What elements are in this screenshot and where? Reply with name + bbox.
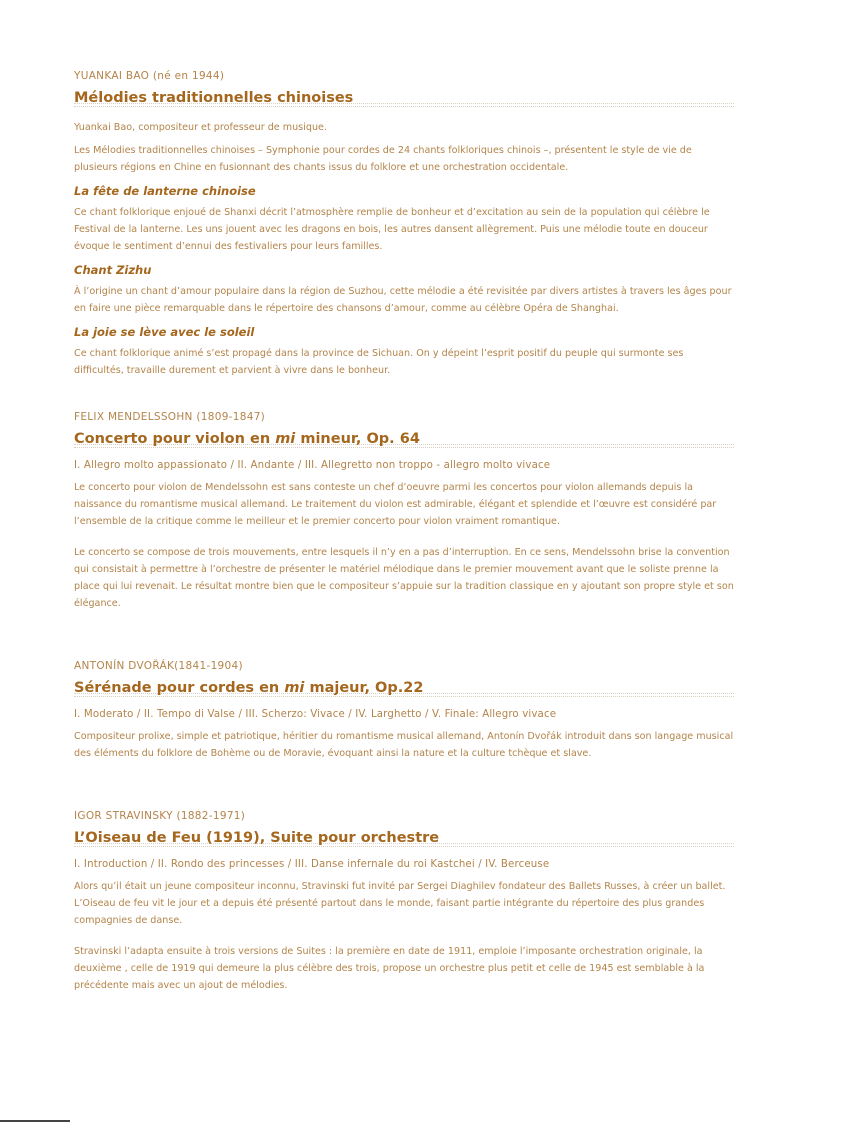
scan-edge-line bbox=[0, 1120, 70, 1122]
piece-text: Ce chant folklorique enjoué de Shanxi décrit l’atmosphère remplie de bonheur et d’excitation au sein de la population qui célèbre le Festival de la lanterne. Les uns jouent avec les dragons en bois, les autres dansent allègrement. Puis une mélodie toute en douceur évoque le sentiment d’ennui des festivaliers pour leurs familles. bbox=[74, 207, 710, 252]
section-yuankai-bao bbox=[74, 70, 734, 379]
work-paragraph: Le concerto se compose de trois mouvements, entre lesquels il n’y en a pas d’interruption. En ce sens, Mendelssohn brise la convention qui consistait à permettre à l’orchestre de présenter le matériel mélodique dans le premier mouvement avant que le soliste prenne la place qui lui revenait. Le résultat montre bien que le compositeur s’appuie sur la tradition classique en y ajoutant son propre style et son élégance. bbox=[74, 547, 734, 609]
work-title-text: Mélodies traditionnelles chinoises bbox=[74, 90, 354, 106]
work-title-part: mineur, Op. 64 bbox=[295, 431, 420, 447]
work-title bbox=[74, 680, 734, 699]
program-notes-page bbox=[74, 70, 734, 1000]
composer-name: YUANKAI BAO (né en 1944) bbox=[74, 70, 225, 82]
title-underline bbox=[74, 106, 734, 107]
work-paragraph: Le concerto pour violon de Mendelssohn est sans conteste un chef d’oeuvre parmi les concertos pour violon allemands depuis la naissance du romantisme musical allemand. Le traitement du violon est admirable, élégant et splendide et l’œuvre est considéré par l’ensemble de la critique comme le meilleur et le premier concerto pour violon vraiment romantique. bbox=[74, 482, 717, 527]
work-title-key: mi bbox=[284, 680, 305, 696]
work-title bbox=[74, 830, 734, 849]
piece-title: Chant Zizhu bbox=[74, 263, 152, 277]
work-paragraph: Alors qu’il était un jeune compositeur inconnu, Stravinski fut invité par Sergei Diaghilev fondateur des Ballets Russes, à créer un ballet. L’Oiseau de feu vit le jour et a depuis été présenté partout dans le monde, faisant partie intégrante du répertoire des plus grandes compagnies de danse. bbox=[74, 881, 726, 926]
movements-list: I. Introduction / II. Rondo des princesses / III. Danse infernale du roi Kastchei / IV. Berceuse bbox=[74, 859, 550, 870]
piece-title: La joie se lève avec le soleil bbox=[74, 325, 255, 339]
title-underline bbox=[74, 846, 734, 847]
title-underline bbox=[74, 696, 734, 697]
composer-intro: Yuankai Bao, compositeur et professeur de musique. bbox=[74, 122, 327, 133]
work-title bbox=[74, 431, 734, 450]
work-paragraph: Compositeur prolixe, simple et patriotique, héritier du romantisme musical allemand, Antonín Dvořák introduit dans son langage musical des éléments du folklore de Bohème ou de Moravie, évoquant ainsi la nature et la culture tchèque et slave. bbox=[74, 731, 734, 759]
work-title-part: Sérénade pour cordes en bbox=[74, 680, 285, 696]
work-title-part: majeur, Op.22 bbox=[304, 680, 424, 696]
section-stravinsky bbox=[74, 810, 734, 994]
work-description: Les Mélodies traditionnelles chinoises – Symphonie pour cordes de 24 chants folkloriques chinois –, présentent le style de vie de plusieurs régions en Chine en fusionnant des chants issus du folklore et une orchestration occidentale. bbox=[74, 145, 692, 173]
piece-title: La fête de lanterne chinoise bbox=[74, 184, 256, 198]
composer-name: ANTONÍN DVOŘÁK(1841-1904) bbox=[74, 660, 243, 672]
work-title-text: L’Oiseau de Feu (1919), Suite pour orchestre bbox=[74, 830, 440, 846]
piece-text: À l’origine un chant d’amour populaire dans la région de Suzhou, cette mélodie a été revisitée par divers artistes à travers les âges pour en faire une pièce remarquable dans le répertoire des chansons d’amour, comme au célèbre Opéra de Shanghai. bbox=[74, 286, 732, 314]
movements-list: I. Moderato / II. Tempo di Valse / III. Scherzo: Vivace / IV. Larghetto / V. Finale: Allegro vivace bbox=[74, 709, 557, 720]
work-title-key: mi bbox=[275, 431, 296, 447]
section-dvorak bbox=[74, 660, 734, 762]
work-title bbox=[74, 90, 734, 109]
piece-text: Ce chant folklorique animé s’est propagé dans la province de Sichuan. On y dépeint l’esprit positif du peuple qui surmonte ses difficultés, travaille durement et parvient à vivre dans le bonheur. bbox=[74, 348, 684, 376]
composer-name: FELIX MENDELSSOHN (1809-1847) bbox=[74, 411, 266, 423]
section-mendelssohn bbox=[74, 411, 734, 612]
composer-name: IGOR STRAVINSKY (1882-1971) bbox=[74, 810, 246, 822]
movements-list: I. Allegro molto appassionato / II. Andante / III. Allegretto non troppo - allegro molto vivace bbox=[74, 460, 551, 471]
work-paragraph: Stravinski l’adapta ensuite à trois versions de Suites : la première en date de 1911, emploie l’imposante orchestration originale, la deuxième , celle de 1919 qui demeure la plus célèbre des trois, propose un orchestre plus petit et celle de 1945 est semblable à la précédente mais avec un ajout de mélodies. bbox=[74, 946, 705, 991]
work-title-part: Concerto pour violon en bbox=[74, 431, 276, 447]
title-underline bbox=[74, 447, 734, 448]
